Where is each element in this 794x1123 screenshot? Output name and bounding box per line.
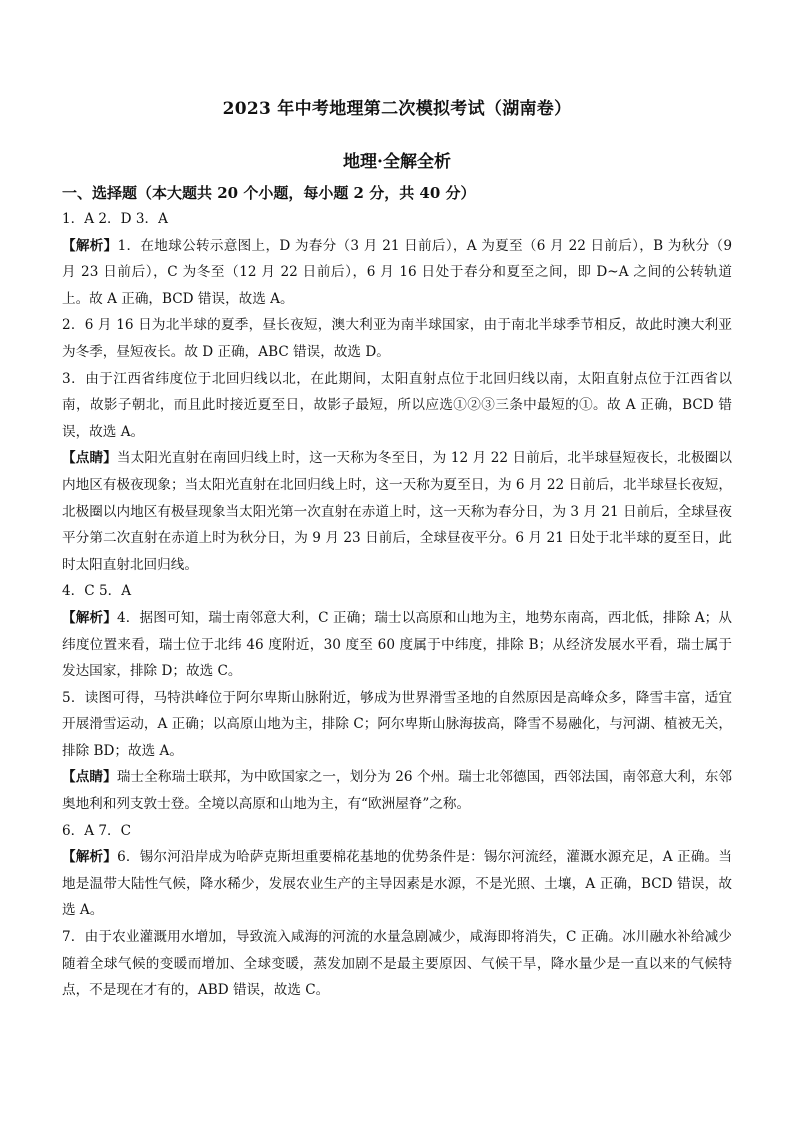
analysis-tag: 【解析】 — [62, 849, 118, 866]
analysis-text: 6．锡尔河沿岸成为哈萨克斯坦重要棉花基地的优势条件是：锡尔河流经，灌溉水源充足，A 正确。当地是温带大陆性气候，降水稀少，发展农业生产的主导因素是水源，不是光照、土壤，A 正确，BCD 错误，故选 A。 — [62, 849, 732, 919]
answer-line-4-5: 4．C 5．A — [62, 583, 132, 600]
tip-q4-5 — [62, 764, 732, 817]
analysis-tag: 【解析】 — [62, 237, 118, 254]
tip-tag: 【点睛】 — [62, 450, 117, 467]
section-heading: 一、选择题（本大题共 20 个小题，每小题 2 分，共 40 分） — [62, 184, 476, 202]
analysis-q3: 3．由于江西省纬度位于北回归线以北，在此期间，太阳直射点位于北回归线以南，太阳直射点位于江西省以南，故影子朝北，而且此时接近夏至日，故影子最短，所以应选①②③三条中最短的①。故 A 正确，BCD 错误，故选 A。 — [62, 370, 732, 440]
tip-q1-3 — [62, 445, 732, 578]
tip-text: 当太阳光直射在南回归线上时，这一天称为冬至日，为 12 月 22 日前后，北半球昼短夜长，北极圈以内地区有极夜现象；当太阳光直射在北回归线上时，这一天称为夏至日，为 6 月 22 日前后，北半球昼长夜短，北极圈以内地区有极昼现象当太阳光第一次直射在赤道上时，这一天称为春分日，为 3 月 21 日前后，全球昼夜平分第二次直射在赤道上时为秋分日，为 9 月 23 日前后，全球昼夜平分。6 月 21 日处于北半球的夏至日，此时太阳直射北回归线。 — [62, 450, 732, 573]
analysis-q2: 2．6 月 16 日为北半球的夏季，昼长夜短，澳大利亚为南半球国家，由于南北半球季节相反，故此时澳大利亚为冬季，昼短夜长。故 D 正确，ABC 错误，故选 D。 — [62, 317, 732, 360]
analysis-tag: 【解析】 — [62, 609, 117, 626]
analysis-text: 4．据图可知，瑞士南邻意大利，C 正确；瑞士以高原和山地为主，地势东南高，西北低，排除 A；从纬度位置来看，瑞士位于北纬 46 度附近，30 度至 60 度属于中纬度，排除 B；从经济发展水平看，瑞士属于发达国家，排除 D；故选 C。 — [62, 609, 733, 680]
answer-line-6-7: 6．A 7．C — [62, 822, 132, 839]
analysis-q7: 7．由于农业灌溉用水增加，导致流入咸海的河流的水量急剧减少，咸海即将消失，C 正确。冰川融水补给减少随着全球气候的变暖而增加、全球变暖，蒸发加剧不是最主要原因、气候干旱，降水量少是一直以来的气候特点，不是现在才有的，ABD 错误，故选 C。 — [62, 929, 732, 999]
analysis-q4 — [62, 605, 732, 685]
analysis-q6 — [62, 844, 732, 924]
page-subtitle: 地理·全解全析 — [343, 152, 451, 172]
page-title: 2023 年中考地理第二次模拟考试（湖南卷） — [222, 99, 572, 119]
analysis-q1 — [62, 233, 732, 313]
tip-tag: 【点睛】 — [62, 769, 117, 786]
document-body — [62, 180, 732, 1004]
analysis-text: 1．在地球公转示意图上，D 为春分（3 月 21 日前后），A 为夏至（6 月 22 日前后），B 为秋分（9 月 23 日前后），C 为冬至（12 月 22 日前后），6 月 16 日处于春分和夏至之间，即 D~A 之间的公转轨道上。故 A 正确，BCD 错误，故选 A。 — [62, 237, 733, 307]
answer-line-1-3: 1．A 2．D 3．A — [62, 211, 168, 227]
tip-text: 瑞士全称瑞士联邦，为中欧国家之一，划分为 26 个州。瑞士北邻德国，西邻法国，南邻意大利，东邻奥地利和列支敦士登。全境以高原和山地为主，有“欧洲屋脊”之称。 — [62, 769, 733, 813]
analysis-q5: 5．读图可得，马特洪峰位于阿尔卑斯山脉附近，够成为世界滑雪圣地的自然原因是高峰众多，降雪丰富，适宜开展滑雪运动，A 正确；以高原山地为主，排除 C；阿尔卑斯山脉海拔高，降雪不易融化，与河湖、植被无关，排除 BD；故选 A。 — [62, 689, 732, 759]
